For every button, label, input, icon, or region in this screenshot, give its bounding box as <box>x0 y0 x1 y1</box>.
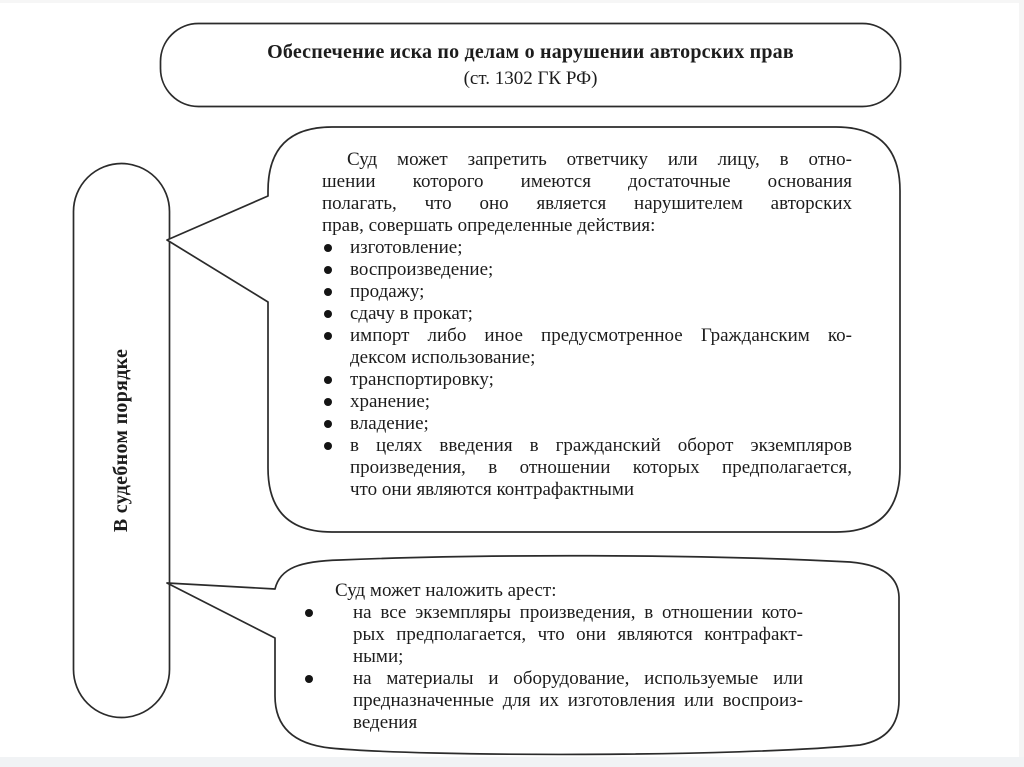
page-title: Обеспечение иска по делам о нарушении авторских прав <box>267 40 794 63</box>
bullet-dot-icon <box>305 675 313 683</box>
bubble2-content <box>303 580 803 734</box>
bullet-text: владение; <box>350 413 429 434</box>
list-item <box>322 259 852 281</box>
list-item <box>322 237 852 259</box>
bubble1-list <box>322 237 852 501</box>
bullet-text: продажу; <box>350 281 425 302</box>
list-item <box>322 435 852 501</box>
bubble2-intro: Суд может наложить арест: <box>335 580 557 601</box>
bullet-text: хранение; <box>350 391 431 412</box>
bullet-dot-icon <box>324 420 332 428</box>
list-item <box>322 369 852 391</box>
bullet-dot-icon <box>324 288 332 296</box>
list-item <box>303 668 803 734</box>
bullet-text: сдачу в прокат; <box>350 303 473 324</box>
bullet-dot-icon <box>324 266 332 274</box>
bullet-text: изготовление; <box>350 237 463 258</box>
list-item <box>303 602 803 668</box>
list-item <box>322 391 852 413</box>
bubble1-intro: Суд может запретить ответчику или лицу, в отно- шении которого имеются достаточные основания полагать, что оно является нарушителем авторских прав, совершать определенные действия: <box>322 149 852 236</box>
bullet-text: импорт либо иное предусмотренное Гражданским ко- дексом использование; <box>350 325 852 368</box>
page-subtitle: (ст. 1302 ГК РФ) <box>463 67 598 89</box>
list-item <box>322 303 852 325</box>
title-box <box>160 23 901 107</box>
list-item <box>322 413 852 435</box>
page-edge-right <box>1019 0 1024 767</box>
page-edge-top <box>0 0 1024 3</box>
bullet-text: на все экземпляры произведения, в отношении кото- рых предполагается, что они являются контрафакт- ными; <box>353 602 803 667</box>
bullet-text: в целях введения в гражданский оборот экземпляров произведения, в отношении которых предполагается, что они являются контрафактными <box>350 435 852 500</box>
side-capsule-label: В судебном порядке <box>110 348 133 533</box>
bullet-dot-icon <box>324 332 332 340</box>
bullet-dot-icon <box>305 609 313 617</box>
bubble1-content <box>322 149 852 501</box>
bubble2-list <box>303 602 803 734</box>
bullet-dot-icon <box>324 442 332 450</box>
page-edge-bottom <box>0 757 1024 767</box>
list-item <box>322 325 852 369</box>
list-item <box>322 281 852 303</box>
bullet-dot-icon <box>324 376 332 384</box>
bullet-dot-icon <box>324 310 332 318</box>
side-capsule <box>74 163 170 718</box>
bullet-text: транспортировку; <box>350 369 494 390</box>
bullet-dot-icon <box>324 244 332 252</box>
bullet-dot-icon <box>324 398 332 406</box>
bullet-text: на материалы и оборудование, используемые или предназначенные для их изготовления или воспроиз- ведения <box>353 668 803 733</box>
bullet-text: воспроизведение; <box>350 259 494 280</box>
